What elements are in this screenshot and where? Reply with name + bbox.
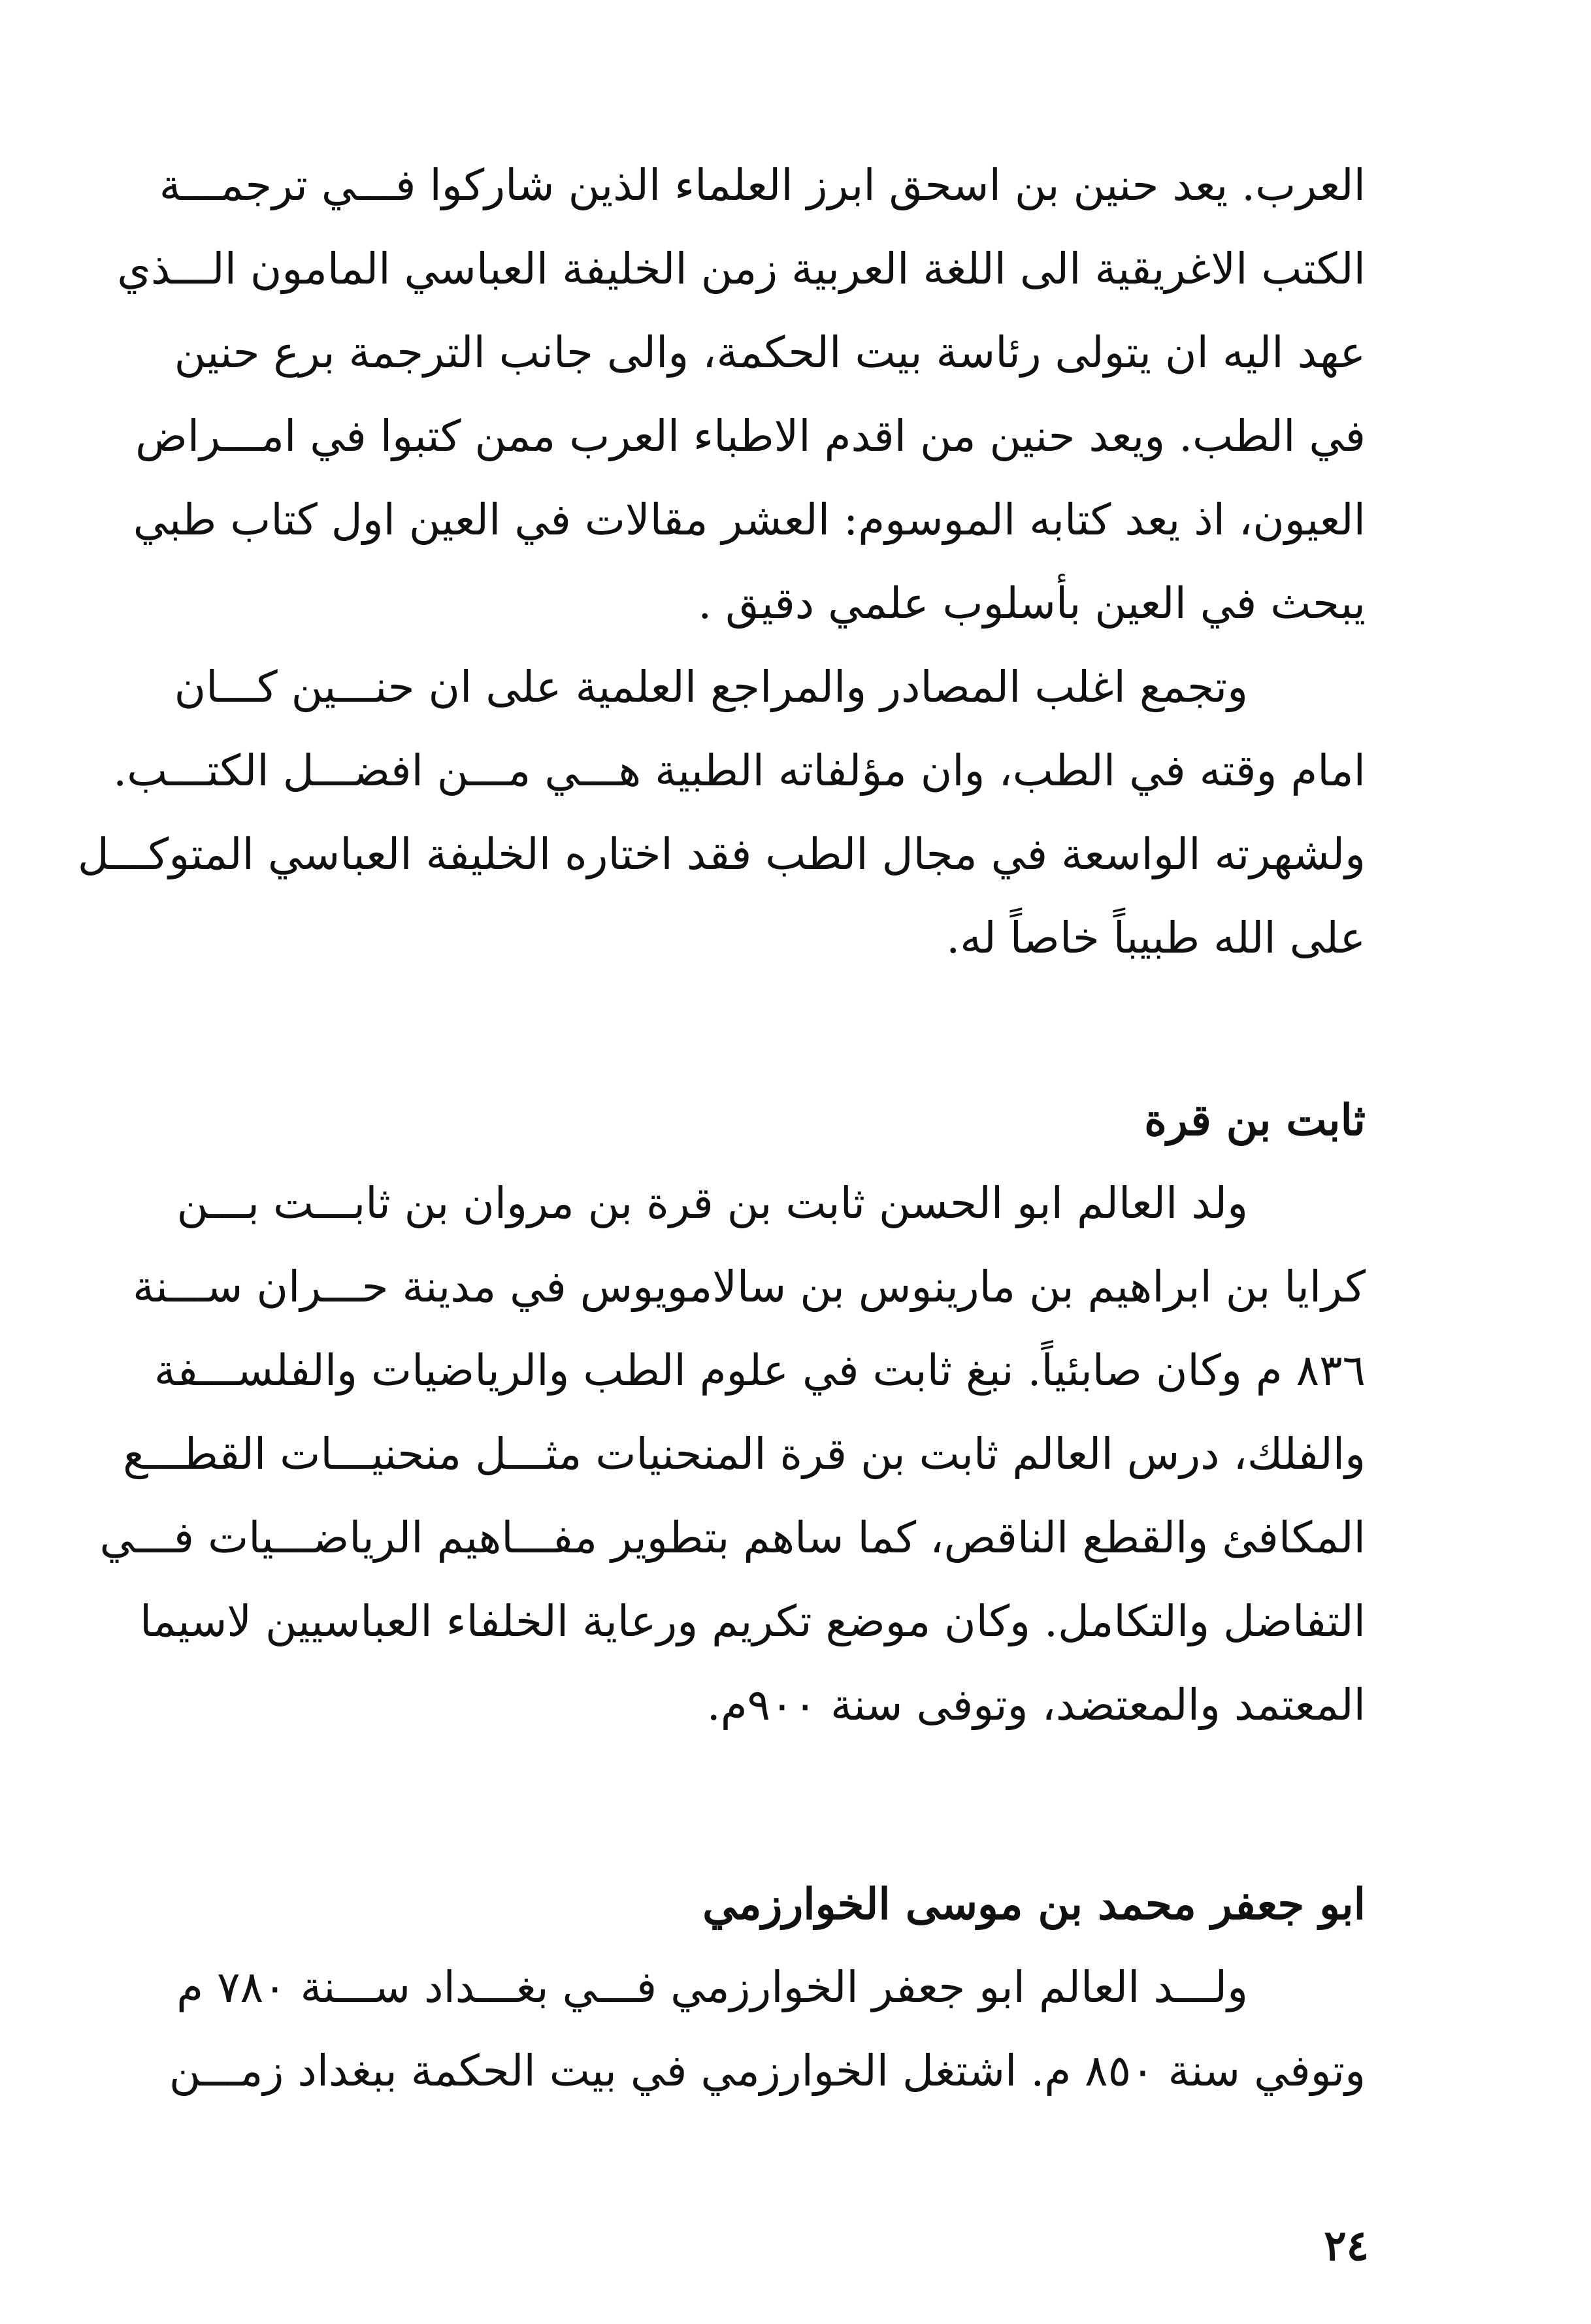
section-heading: ابو جعفر محمد بن موسى الخوارزمي [702, 1878, 1366, 1929]
thabit-section [99, 1078, 1366, 1747]
text-line: المعتمد والمعتضد، وتوفى سنة ٩٠٠م. [706, 1680, 1366, 1730]
text-line: امام وقته في الطب، وان مؤلفاته الطبية هـــي مـــن افضـــل الكتـــب. [113, 745, 1366, 796]
text-line: على الله طبيباً خاصاً له. [946, 913, 1366, 963]
text-line: العيون، اذ يعد كتابه الموسوم: العشر مقالات في العين اول كتاب طبي [133, 495, 1366, 545]
text-line: ٨٣٦ م وكان صابئياً. نبغ ثابت في علوم الطب والرياضيات والفلســـفة [154, 1345, 1366, 1396]
text-line: وتجمع اغلب المصادر والمراجع العلمية على ان حنـــين كـــان [174, 662, 1248, 712]
text-line: التفاضل والتكامل. وكان موضع تكريم ورعاية الخلفاء العباسيين لاسيما [139, 1596, 1366, 1646]
text-line: يبحث في العين بأسلوب علمي دقيق . [698, 578, 1366, 629]
text-line: والفلك، درس العالم ثابت بن قرة المنحنيات مثـــل منحنيـــات القطـــع [123, 1429, 1366, 1479]
text-line: الكتب الاغريقية الى اللغة العربية زمن الخليفة العباسي المامون الـــذي [117, 244, 1366, 294]
text-line: في الطب. ويعد حنين من اقدم الاطباء العرب ممن كتبوا في امـــراض [135, 411, 1366, 461]
text-line: ولد العالم ابو الحسن ثابت بن قرة بن مروان بن ثابـــت بـــن [176, 1178, 1248, 1228]
section-heading: ثابت بن قرة [1144, 1094, 1366, 1145]
page-number: ٢٤ [1324, 2221, 1369, 2270]
text-line: ولشهرته الواسعة في مجال الطب فقد اختاره الخليفة العباسي المتوكـــل [77, 829, 1366, 879]
text-line: ولـــد العالم ابو جعفر الخوارزمي فـــي بغـــداد ســـنة ٧٨٠ م [176, 1962, 1248, 2012]
khwarizmi-section [169, 1862, 1366, 2113]
text-line: عهد اليه ان يتولى رئاسة بيت الحكمة، والى جانب الترجمة برع حنين [174, 327, 1366, 378]
text-line: العرب. يعد حنين بن اسحق ابرز العلماء الذين شاركوا فـــي ترجمـــة [159, 160, 1366, 210]
text-line: كرايا بن ابراهيم بن مارينوس بن سالامويوس في مدينة حـــران ســـنة [132, 1262, 1366, 1312]
text-line: المكافئ والقطع الناقص، كما ساهم بتطوير مفـــاهيم الرياضـــيات فـــي [99, 1513, 1366, 1563]
intro-section [77, 144, 1366, 980]
text-line: وتوفي سنة ٨٥٠ م. اشتغل الخوارزمي في بيت الحكمة ببغداد زمـــن [169, 2046, 1366, 2096]
